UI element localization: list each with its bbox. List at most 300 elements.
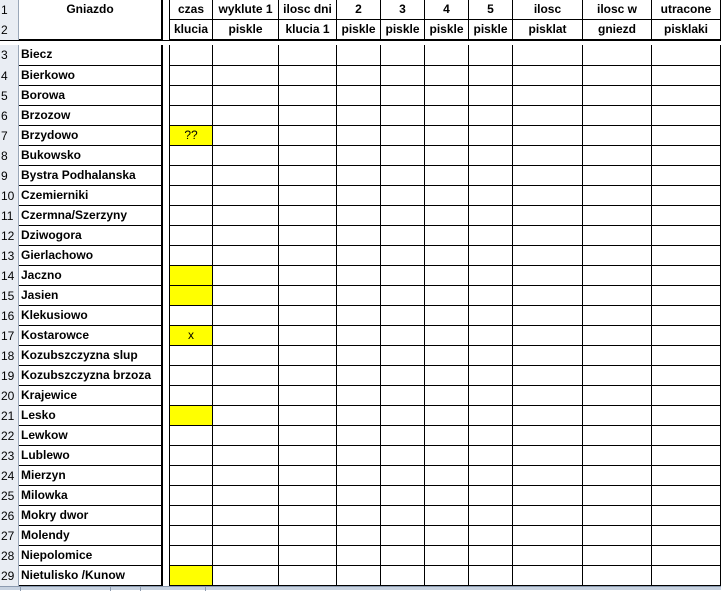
data-cell[interactable] — [583, 266, 652, 286]
data-cell[interactable] — [381, 366, 425, 386]
nest-name-cell[interactable]: Milowka — [19, 486, 162, 506]
data-cell[interactable] — [583, 346, 652, 366]
data-cell[interactable] — [213, 66, 279, 86]
data-cell[interactable] — [513, 386, 583, 406]
data-cell[interactable] — [213, 426, 279, 446]
data-cell[interactable] — [583, 566, 652, 586]
data-cell[interactable] — [337, 266, 381, 286]
data-cell[interactable] — [337, 306, 381, 326]
data-cell[interactable] — [652, 566, 721, 586]
data-cell[interactable] — [213, 346, 279, 366]
data-cell[interactable] — [337, 226, 381, 246]
data-cell[interactable] — [337, 486, 381, 506]
nest-name-cell[interactable]: Czemierniki — [19, 186, 162, 206]
data-cell[interactable] — [583, 446, 652, 466]
data-cell[interactable] — [583, 86, 652, 106]
data-cell[interactable] — [337, 45, 381, 66]
data-cell[interactable] — [513, 146, 583, 166]
nest-name-cell[interactable]: Nietulisko /Kunow — [19, 566, 162, 586]
nest-name-cell[interactable]: Bukowsko — [19, 146, 162, 166]
data-cell[interactable] — [213, 86, 279, 106]
data-cell[interactable] — [513, 45, 583, 66]
data-cell[interactable] — [652, 66, 721, 86]
data-cell[interactable] — [425, 346, 469, 366]
data-cell[interactable] — [337, 126, 381, 146]
data-cell[interactable] — [513, 366, 583, 386]
row-number[interactable]: 23 — [0, 446, 19, 466]
data-cell[interactable] — [652, 506, 721, 526]
row-number[interactable]: 17 — [0, 326, 19, 346]
data-cell[interactable] — [513, 546, 583, 566]
data-cell[interactable] — [652, 486, 721, 506]
data-cell[interactable] — [381, 206, 425, 226]
data-cell[interactable] — [652, 286, 721, 306]
data-cell[interactable] — [279, 126, 337, 146]
nest-name-cell[interactable]: Niepolomice — [19, 546, 162, 566]
data-cell[interactable] — [425, 366, 469, 386]
nest-name-cell[interactable]: Borowa — [19, 86, 162, 106]
data-cell[interactable] — [469, 106, 513, 126]
row-number[interactable]: 25 — [0, 486, 19, 506]
data-cell[interactable] — [425, 146, 469, 166]
data-cell[interactable] — [279, 366, 337, 386]
data-cell[interactable] — [279, 406, 337, 426]
hatch-time-cell[interactable] — [170, 146, 213, 166]
data-cell[interactable] — [652, 306, 721, 326]
data-cell[interactable] — [425, 446, 469, 466]
data-cell[interactable] — [213, 246, 279, 266]
column-header-cell[interactable]: piskle — [425, 20, 469, 40]
data-cell[interactable] — [213, 386, 279, 406]
name-header-cell[interactable]: Gniazdo — [19, 0, 162, 20]
data-cell[interactable] — [469, 45, 513, 66]
data-cell[interactable] — [279, 326, 337, 346]
data-cell[interactable] — [279, 186, 337, 206]
data-cell[interactable] — [652, 126, 721, 146]
data-cell[interactable] — [381, 386, 425, 406]
data-cell[interactable] — [337, 166, 381, 186]
row-number[interactable]: 22 — [0, 426, 19, 446]
data-cell[interactable] — [469, 226, 513, 246]
data-cell[interactable] — [337, 546, 381, 566]
data-cell[interactable] — [469, 446, 513, 466]
data-cell[interactable] — [652, 206, 721, 226]
column-header-cell[interactable]: pisklat — [513, 20, 583, 40]
data-cell[interactable] — [337, 206, 381, 226]
row-number[interactable]: 3 — [0, 45, 19, 66]
nest-name-cell[interactable]: Bierkowo — [19, 66, 162, 86]
hatch-time-cell[interactable] — [170, 406, 213, 426]
sheet-tab-bar[interactable] — [0, 586, 721, 590]
data-cell[interactable] — [213, 546, 279, 566]
data-cell[interactable] — [213, 526, 279, 546]
data-cell[interactable] — [583, 286, 652, 306]
column-header-cell[interactable]: ilosc — [513, 0, 583, 20]
nest-name-cell[interactable]: Biecz — [19, 45, 162, 66]
data-cell[interactable] — [337, 106, 381, 126]
nest-name-cell[interactable]: Dziwogora — [19, 226, 162, 246]
row-number[interactable]: 5 — [0, 86, 19, 106]
nest-name-cell[interactable]: Jasien — [19, 286, 162, 306]
data-cell[interactable] — [337, 426, 381, 446]
data-cell[interactable] — [513, 406, 583, 426]
data-cell[interactable] — [381, 266, 425, 286]
data-cell[interactable] — [381, 346, 425, 366]
data-cell[interactable] — [583, 366, 652, 386]
data-cell[interactable] — [425, 106, 469, 126]
data-cell[interactable] — [337, 366, 381, 386]
hatch-time-cell[interactable] — [170, 466, 213, 486]
data-cell[interactable] — [469, 566, 513, 586]
data-cell[interactable] — [652, 386, 721, 406]
data-cell[interactable] — [213, 466, 279, 486]
data-cell[interactable] — [425, 386, 469, 406]
row-number[interactable]: 27 — [0, 526, 19, 546]
data-cell[interactable] — [213, 126, 279, 146]
data-cell[interactable] — [469, 346, 513, 366]
data-cell[interactable] — [469, 306, 513, 326]
nest-name-cell[interactable]: Mierzyn — [19, 466, 162, 486]
data-cell[interactable] — [469, 186, 513, 206]
data-cell[interactable] — [469, 326, 513, 346]
column-header-cell[interactable]: czas — [170, 0, 213, 20]
row-number[interactable]: 18 — [0, 346, 19, 366]
data-cell[interactable] — [425, 166, 469, 186]
data-cell[interactable] — [652, 266, 721, 286]
row-number[interactable]: 16 — [0, 306, 19, 326]
data-cell[interactable] — [279, 266, 337, 286]
data-cell[interactable] — [279, 166, 337, 186]
hatch-time-cell[interactable] — [170, 446, 213, 466]
data-cell[interactable] — [425, 466, 469, 486]
data-cell[interactable] — [337, 246, 381, 266]
nest-name-cell[interactable]: Lewkow — [19, 426, 162, 446]
data-cell[interactable] — [469, 86, 513, 106]
data-cell[interactable] — [652, 186, 721, 206]
data-cell[interactable] — [513, 506, 583, 526]
hatch-time-cell[interactable] — [170, 166, 213, 186]
row-number[interactable]: 28 — [0, 546, 19, 566]
data-cell[interactable] — [425, 246, 469, 266]
data-cell[interactable] — [513, 246, 583, 266]
data-cell[interactable] — [583, 146, 652, 166]
hatch-time-cell[interactable] — [170, 366, 213, 386]
data-cell[interactable] — [279, 45, 337, 66]
data-cell[interactable] — [652, 346, 721, 366]
data-cell[interactable] — [381, 226, 425, 246]
data-cell[interactable] — [213, 406, 279, 426]
data-cell[interactable] — [381, 186, 425, 206]
data-cell[interactable] — [652, 366, 721, 386]
data-cell[interactable] — [469, 166, 513, 186]
row-number[interactable]: 21 — [0, 406, 19, 426]
data-cell[interactable] — [381, 166, 425, 186]
data-cell[interactable] — [279, 106, 337, 126]
data-cell[interactable] — [279, 526, 337, 546]
row-number[interactable]: 9 — [0, 166, 19, 186]
nest-name-cell[interactable]: Bystra Podhalanska — [19, 166, 162, 186]
data-cell[interactable] — [213, 486, 279, 506]
data-cell[interactable] — [469, 386, 513, 406]
column-header-cell[interactable]: 2 — [337, 0, 381, 20]
data-cell[interactable] — [381, 446, 425, 466]
column-header-cell[interactable]: 4 — [425, 0, 469, 20]
hatch-time-cell[interactable] — [170, 186, 213, 206]
data-cell[interactable] — [337, 386, 381, 406]
column-header-cell[interactable]: gniezd — [583, 20, 652, 40]
data-cell[interactable] — [469, 506, 513, 526]
data-cell[interactable] — [279, 386, 337, 406]
sheet-tab-scroll-first[interactable] — [20, 587, 33, 591]
data-cell[interactable] — [381, 546, 425, 566]
row-number[interactable]: 29 — [0, 566, 19, 586]
data-cell[interactable] — [425, 326, 469, 346]
data-cell[interactable] — [425, 426, 469, 446]
data-cell[interactable] — [279, 346, 337, 366]
data-cell[interactable] — [425, 126, 469, 146]
data-cell[interactable] — [425, 226, 469, 246]
data-cell[interactable] — [279, 86, 337, 106]
sheet-tab-scroll-next[interactable] — [140, 587, 153, 591]
data-cell[interactable] — [337, 466, 381, 486]
row-number[interactable]: 4 — [0, 66, 19, 86]
data-cell[interactable] — [381, 106, 425, 126]
data-cell[interactable] — [337, 346, 381, 366]
data-cell[interactable] — [425, 486, 469, 506]
column-header-cell[interactable]: 3 — [381, 0, 425, 20]
column-header-cell[interactable]: ilosc w — [583, 0, 652, 20]
data-cell[interactable] — [381, 466, 425, 486]
data-cell[interactable] — [583, 226, 652, 246]
data-cell[interactable] — [425, 526, 469, 546]
data-cell[interactable] — [652, 426, 721, 446]
data-cell[interactable] — [279, 286, 337, 306]
row-number[interactable]: 11 — [0, 206, 19, 226]
data-cell[interactable] — [337, 446, 381, 466]
data-cell[interactable] — [213, 326, 279, 346]
data-cell[interactable] — [583, 506, 652, 526]
hatch-time-cell[interactable] — [170, 226, 213, 246]
hatch-time-cell[interactable] — [170, 546, 213, 566]
column-header-cell[interactable]: wyklute 1 — [213, 0, 279, 20]
data-cell[interactable] — [583, 106, 652, 126]
hatch-time-cell[interactable] — [170, 386, 213, 406]
data-cell[interactable] — [425, 206, 469, 226]
data-cell[interactable] — [425, 286, 469, 306]
data-cell[interactable] — [583, 386, 652, 406]
row-number[interactable]: 10 — [0, 186, 19, 206]
data-cell[interactable] — [213, 45, 279, 66]
data-cell[interactable] — [652, 226, 721, 246]
data-cell[interactable] — [213, 226, 279, 246]
data-cell[interactable] — [583, 45, 652, 66]
data-cell[interactable] — [381, 45, 425, 66]
data-cell[interactable] — [337, 326, 381, 346]
nest-name-cell[interactable]: Klekusiowo — [19, 306, 162, 326]
data-cell[interactable] — [513, 446, 583, 466]
data-cell[interactable] — [381, 126, 425, 146]
nest-name-cell[interactable]: Krajewice — [19, 386, 162, 406]
data-cell[interactable] — [425, 186, 469, 206]
nest-name-cell[interactable]: Mokry dwor — [19, 506, 162, 526]
name-header-cell[interactable] — [19, 20, 162, 40]
data-cell[interactable] — [213, 166, 279, 186]
column-header-cell[interactable]: piskle — [469, 20, 513, 40]
data-cell[interactable] — [652, 406, 721, 426]
data-cell[interactable] — [337, 86, 381, 106]
data-cell[interactable] — [381, 86, 425, 106]
data-cell[interactable] — [213, 566, 279, 586]
data-cell[interactable] — [469, 146, 513, 166]
data-cell[interactable] — [513, 206, 583, 226]
data-cell[interactable] — [469, 126, 513, 146]
hatch-time-cell[interactable] — [170, 106, 213, 126]
data-cell[interactable] — [583, 426, 652, 446]
data-cell[interactable] — [583, 486, 652, 506]
row-number[interactable]: 13 — [0, 246, 19, 266]
data-cell[interactable] — [583, 166, 652, 186]
data-cell[interactable] — [337, 66, 381, 86]
data-cell[interactable] — [279, 426, 337, 446]
hatch-time-cell[interactable] — [170, 486, 213, 506]
data-cell[interactable] — [279, 146, 337, 166]
column-header-cell[interactable]: 5 — [469, 0, 513, 20]
data-cell[interactable] — [425, 66, 469, 86]
data-cell[interactable] — [381, 506, 425, 526]
row-number[interactable]: 1 — [0, 0, 19, 20]
data-cell[interactable] — [513, 166, 583, 186]
data-cell[interactable] — [279, 486, 337, 506]
row-number[interactable]: 24 — [0, 466, 19, 486]
hatch-time-cell[interactable] — [170, 86, 213, 106]
row-number[interactable]: 12 — [0, 226, 19, 246]
data-cell[interactable] — [469, 486, 513, 506]
hatch-time-cell[interactable] — [170, 45, 213, 66]
data-cell[interactable] — [469, 246, 513, 266]
data-cell[interactable] — [213, 266, 279, 286]
column-header-cell[interactable]: pisklaki — [652, 20, 721, 40]
data-cell[interactable] — [513, 346, 583, 366]
nest-name-cell[interactable]: Kostarowce — [19, 326, 162, 346]
data-cell[interactable] — [425, 566, 469, 586]
data-cell[interactable] — [513, 306, 583, 326]
nest-name-cell[interactable]: Lublewo — [19, 446, 162, 466]
data-cell[interactable] — [425, 506, 469, 526]
data-cell[interactable] — [381, 246, 425, 266]
data-cell[interactable] — [469, 466, 513, 486]
data-cell[interactable] — [381, 426, 425, 446]
data-cell[interactable] — [337, 526, 381, 546]
hatch-time-cell[interactable]: x — [170, 326, 213, 346]
row-number[interactable]: 2 — [0, 20, 19, 40]
data-cell[interactable] — [381, 66, 425, 86]
data-cell[interactable] — [583, 546, 652, 566]
nest-name-cell[interactable]: Gierlachowo — [19, 246, 162, 266]
data-cell[interactable] — [583, 126, 652, 146]
data-cell[interactable] — [513, 106, 583, 126]
data-cell[interactable] — [381, 306, 425, 326]
hatch-time-cell[interactable] — [170, 566, 213, 586]
data-cell[interactable] — [513, 66, 583, 86]
hatch-time-cell[interactable] — [170, 286, 213, 306]
hatch-time-cell[interactable] — [170, 346, 213, 366]
data-cell[interactable] — [513, 186, 583, 206]
row-number[interactable]: 7 — [0, 126, 19, 146]
hatch-time-cell[interactable] — [170, 266, 213, 286]
data-cell[interactable] — [513, 566, 583, 586]
data-cell[interactable] — [652, 246, 721, 266]
row-number[interactable]: 19 — [0, 366, 19, 386]
hatch-time-cell[interactable] — [170, 246, 213, 266]
data-cell[interactable] — [337, 406, 381, 426]
hatch-time-cell[interactable] — [170, 66, 213, 86]
data-cell[interactable] — [583, 246, 652, 266]
column-header-cell[interactable]: klucia — [170, 20, 213, 40]
data-cell[interactable] — [425, 45, 469, 66]
data-cell[interactable] — [652, 45, 721, 66]
data-cell[interactable] — [213, 206, 279, 226]
data-cell[interactable] — [425, 306, 469, 326]
column-header-cell[interactable]: piskle — [337, 20, 381, 40]
nest-name-cell[interactable]: Kozubszczyzna brzoza — [19, 366, 162, 386]
data-cell[interactable] — [337, 506, 381, 526]
data-cell[interactable] — [469, 266, 513, 286]
data-cell[interactable] — [583, 526, 652, 546]
data-cell[interactable] — [513, 326, 583, 346]
hatch-time-cell[interactable]: ?? — [170, 126, 213, 146]
data-cell[interactable] — [513, 86, 583, 106]
data-cell[interactable] — [652, 546, 721, 566]
hatch-time-cell[interactable] — [170, 426, 213, 446]
row-number[interactable]: 8 — [0, 146, 19, 166]
data-cell[interactable] — [381, 406, 425, 426]
nest-name-cell[interactable]: Jaczno — [19, 266, 162, 286]
data-cell[interactable] — [469, 546, 513, 566]
data-cell[interactable] — [381, 146, 425, 166]
column-header-cell[interactable]: klucia 1 — [279, 20, 337, 40]
data-cell[interactable] — [213, 286, 279, 306]
data-cell[interactable] — [583, 186, 652, 206]
data-cell[interactable] — [381, 486, 425, 506]
data-cell[interactable] — [513, 526, 583, 546]
data-cell[interactable] — [513, 226, 583, 246]
data-cell[interactable] — [469, 66, 513, 86]
hatch-time-cell[interactable] — [170, 306, 213, 326]
data-cell[interactable] — [425, 546, 469, 566]
data-cell[interactable] — [513, 426, 583, 446]
data-cell[interactable] — [279, 206, 337, 226]
data-cell[interactable] — [469, 406, 513, 426]
data-cell[interactable] — [279, 506, 337, 526]
data-cell[interactable] — [425, 266, 469, 286]
data-cell[interactable] — [469, 426, 513, 446]
data-cell[interactable] — [213, 106, 279, 126]
data-cell[interactable] — [381, 286, 425, 306]
data-cell[interactable] — [213, 506, 279, 526]
nest-name-cell[interactable]: Kozubszczyzna slup — [19, 346, 162, 366]
data-cell[interactable] — [425, 406, 469, 426]
data-cell[interactable] — [652, 166, 721, 186]
data-cell[interactable] — [425, 86, 469, 106]
data-cell[interactable] — [279, 66, 337, 86]
data-cell[interactable] — [583, 406, 652, 426]
data-cell[interactable] — [469, 286, 513, 306]
hatch-time-cell[interactable] — [170, 206, 213, 226]
hatch-time-cell[interactable] — [170, 526, 213, 546]
sheet-tab-scroll-last[interactable] — [205, 587, 218, 591]
data-cell[interactable] — [337, 566, 381, 586]
data-cell[interactable] — [381, 326, 425, 346]
